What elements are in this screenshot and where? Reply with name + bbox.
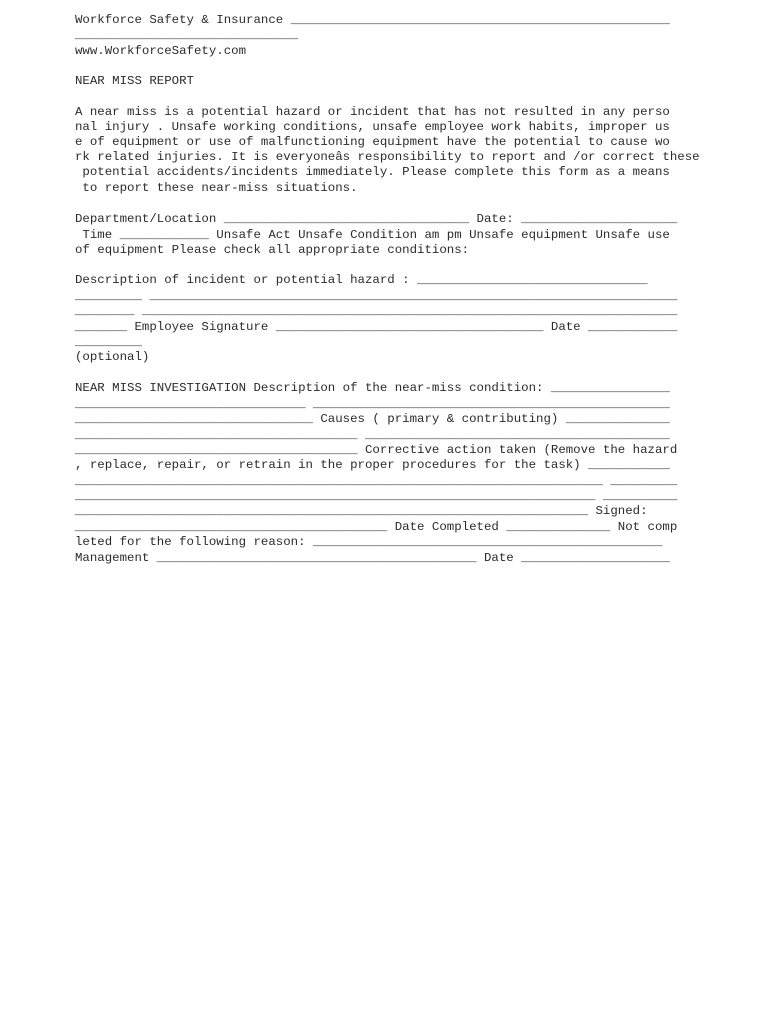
corrective-blank-line: ______________________________________________________________________ __________ bbox=[75, 489, 678, 503]
header-underline: ______________________________ bbox=[75, 28, 299, 42]
corrective-blank-line: _______________________________________________________________________ _________ bbox=[75, 474, 678, 488]
incident-description-line: Description of incident or potential hazard : _______________________________ bbox=[75, 273, 648, 287]
investigation-heading-line: NEAR MISS INVESTIGATION Description of the near-miss condition: ________________ bbox=[75, 381, 670, 395]
department-date-line: Department/Location _________________________________ Date: _____________________ bbox=[75, 212, 678, 226]
management-date-line: Management ___________________________________________ Date ____________________ bbox=[75, 551, 670, 565]
intro-paragraph-line: to report these near-miss situations. bbox=[75, 181, 358, 195]
investigation-blank-line: _______________________________ ________________________________________________ bbox=[75, 397, 670, 411]
causes-line: ________________________________ Causes ( primary & contributing) ______________ bbox=[75, 412, 670, 426]
not-completed-reason-line: leted for the following reason: _______________________________________________ bbox=[75, 535, 663, 549]
incident-blank-line: _________ _______________________________________________________________________ bbox=[75, 289, 678, 303]
conditions-instruction: of equipment Please check all appropriate conditions: bbox=[75, 243, 470, 257]
intro-paragraph-line: e of equipment or use of malfunctioning equipment have the potential to cause wo bbox=[75, 135, 670, 149]
header-line: Workforce Safety & Insurance ___________________________________________________ bbox=[75, 13, 670, 27]
intro-paragraph-line: nal injury . Unsafe working conditions, unsafe employee work habits, improper us bbox=[75, 120, 670, 134]
form-title: NEAR MISS REPORT bbox=[75, 74, 194, 88]
employee-signature-line: _______ Employee Signature ____________________________________ Date ____________ bbox=[75, 320, 678, 334]
intro-paragraph-line: potential accidents/incidents immediately. Please complete this form as a means bbox=[75, 165, 670, 179]
website-text: www.WorkforceSafety.com bbox=[75, 44, 247, 58]
signed-line: _____________________________________________________________________ Signed: bbox=[75, 504, 648, 518]
causes-blank-line: ______________________________________ _________________________________________ bbox=[75, 428, 670, 442]
intro-paragraph-line: A near miss is a potential hazard or incident that has not resulted in any perso bbox=[75, 105, 670, 119]
corrective-action-line: , replace, repair, or retrain in the proper procedures for the task) ___________ bbox=[75, 458, 670, 472]
incident-blank-line: ________ ________________________________________________________________________ bbox=[75, 304, 678, 318]
date-completed-line: __________________________________________ Date Completed ______________ Not comp bbox=[75, 520, 678, 534]
signature-blank-line: _________ bbox=[75, 335, 142, 349]
time-conditions-line: Time ____________ Unsafe Act Unsafe Condition am pm Unsafe equipment Unsafe use bbox=[75, 228, 670, 242]
intro-paragraph-line: rk related injuries. It is everyoneâs responsibility to report and /or correct these bbox=[75, 150, 700, 164]
optional-note: (optional) bbox=[75, 350, 150, 364]
corrective-action-line: ______________________________________ Corrective action taken (Remove the hazard bbox=[75, 443, 678, 457]
